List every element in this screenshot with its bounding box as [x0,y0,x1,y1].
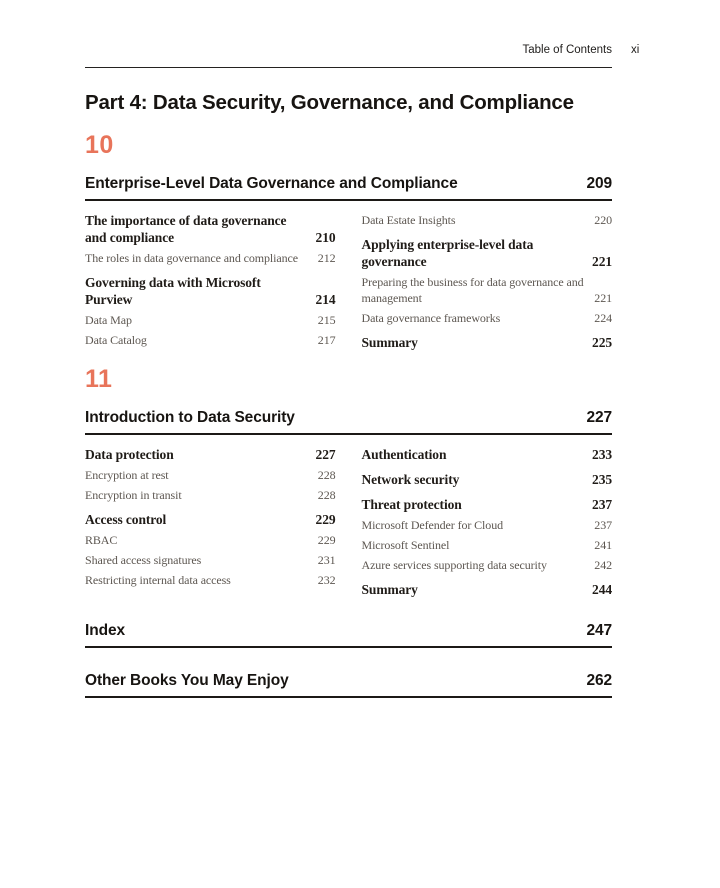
toc-entry-label: Data Estate Insights [361,213,456,227]
toc-entry-label: Microsoft Sentinel [361,538,450,552]
chapter-page: 209 [586,175,612,192]
toc-entry [362,236,613,270]
toc-entry-page: 221 [594,291,612,305]
toc-entry-page: 224 [594,311,612,325]
toc-entry-label: Access control [85,512,167,527]
toc-entry-label: Data Catalog [85,333,147,347]
toc-entry-label: Preparing the business for data governance and management [361,275,584,305]
toc-entry-label: Summary [361,582,418,597]
toc-entry-label: Shared access signatures [85,553,202,567]
toc-entry [85,487,336,503]
toc-entry-page: 225 [592,335,612,350]
running-title: Table of Contents [522,44,612,56]
toc-entry-label: Restricting internal data access [85,573,231,587]
folio-page-number: xi [631,44,640,56]
toc-entry-label: Azure services supporting data security [361,558,547,572]
chapter-number: 11 [85,365,113,393]
chapter-10-section [85,130,612,351]
toc-entry [85,332,336,348]
toc-entry-label: Network security [361,472,460,487]
toc-entry-page: 237 [594,518,612,532]
toc-entry-label: Threat protection [361,497,462,512]
toc-entry-page: 210 [315,230,336,245]
backmatter-page: 247 [586,622,612,639]
toc-entry-page: 229 [315,512,336,527]
toc-entry [85,552,336,568]
toc-entry-page: 215 [317,313,336,327]
toc-entry [362,496,613,513]
toc-entry [85,511,336,528]
toc-entry-label: Encryption in transit [85,488,182,502]
chapter-title-row [85,174,612,201]
toc-entry-page: 229 [317,533,336,547]
right-column [362,446,613,598]
toc-entry [85,446,336,463]
header-rule [85,67,612,68]
toc-entry [362,212,613,228]
toc-entry-label: RBAC [85,533,118,547]
toc-entry [362,517,613,533]
toc-entry-label: Governing data with Microsoft Purview [85,275,261,307]
backmatter-title: Index [85,622,125,639]
backmatter-index-row [85,621,612,648]
toc-entry [85,250,336,266]
toc-entry-label: The importance of data governance and compliance [85,213,287,245]
toc-entry-label: Data protection [85,447,174,462]
toc-entry [362,471,613,488]
chapter-columns [85,212,612,351]
toc-entry [85,212,336,246]
toc-entry [85,467,336,483]
toc-entry-page: 212 [317,251,336,265]
backmatter-other-books-row [85,671,612,698]
toc-entry [362,537,613,553]
toc-entry [362,581,613,598]
toc-entry-page: 228 [317,468,336,482]
left-column [85,446,336,598]
toc-entry [85,532,336,548]
chapter-page: 227 [586,409,612,426]
backmatter-page: 262 [586,672,612,689]
chapter-11-section [85,364,612,598]
toc-entry-label: Data governance frameworks [361,311,501,325]
toc-entry [85,572,336,588]
toc-entry-page: 232 [317,573,336,587]
backmatter-title: Other Books You May Enjoy [85,672,289,689]
toc-entry [85,312,336,328]
toc-entry-page: 221 [592,254,612,269]
toc-entry-page: 220 [594,213,612,227]
toc-entry-page: 244 [592,582,612,597]
toc-entry [85,274,336,308]
toc-entry-page: 237 [592,497,612,512]
chapter-title: Enterprise-Level Data Governance and Compliance [85,175,458,192]
toc-entry-page: 227 [315,447,336,462]
chapter-title: Introduction to Data Security [85,409,295,426]
toc-entry-page: 231 [317,553,336,567]
toc-entry-page: 242 [594,558,612,572]
toc-entry-page: 217 [317,333,336,347]
toc-entry-label: Authentication [361,447,447,462]
toc-entry-label: Microsoft Defender for Cloud [361,518,503,532]
toc-entry-page: 214 [315,292,336,307]
toc-entry-label: Data Map [85,313,132,327]
chapter-title-row [85,408,612,435]
toc-entry-page: 233 [592,447,612,462]
toc-entry-label: Encryption at rest [85,468,169,482]
toc-entry [362,334,613,351]
toc-entry-page: 228 [317,488,336,502]
toc-entry-label: Summary [361,335,418,350]
toc-entry-page: 235 [592,472,612,487]
toc-entry-label: Applying enterprise-level data governance [361,237,534,269]
part-heading: Part 4: Data Security, Governance, and Compliance [85,91,574,114]
left-column [85,212,336,351]
toc-content [85,0,640,698]
running-header [85,44,640,58]
toc-entry-page: 241 [594,538,612,552]
toc-entry-label: The roles in data governance and compliance [85,251,298,265]
chapter-number: 10 [85,131,114,159]
right-column [362,212,613,351]
chapter-columns [85,446,612,598]
toc-entry [362,310,613,326]
toc-entry [362,557,613,573]
toc-entry [362,446,613,463]
toc-entry [362,274,613,306]
